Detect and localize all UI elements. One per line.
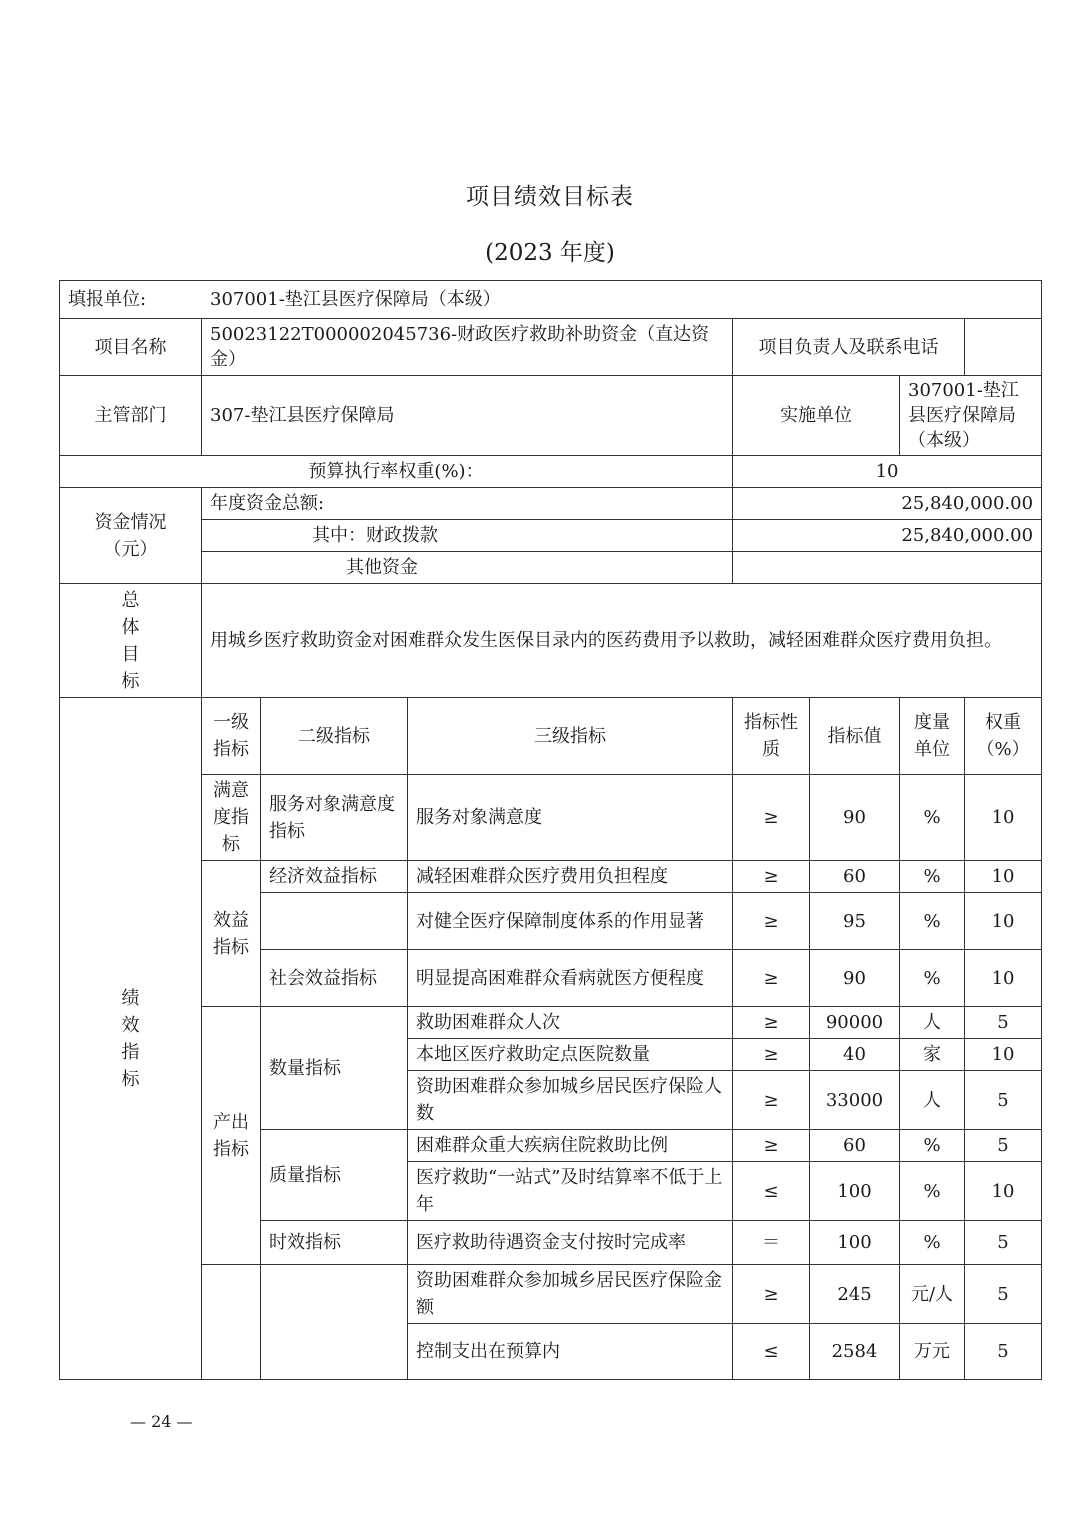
indicator-name: 明显提高困难群众看病就医方便程度	[408, 950, 733, 1007]
indicator-unit: %	[900, 950, 965, 1007]
goal-row	[60, 584, 1042, 698]
indicator-unit: 万元	[900, 1324, 965, 1380]
indicator-name: 医疗救助“一站式”及时结算率不低于上年	[408, 1162, 733, 1221]
contact-label: 项目负责人及联系电话	[733, 319, 965, 376]
sub-social: 社会效益指标	[261, 950, 408, 1007]
indicator-nature: ≥	[733, 1265, 810, 1324]
goal-char: 目	[121, 643, 140, 665]
indicator-name: 资助困难群众参加城乡居民医疗保险人数	[408, 1071, 733, 1130]
page-title: 项目绩效目标表	[466, 184, 634, 210]
funds-other-value	[733, 552, 1042, 584]
indicator-weight: 10	[965, 950, 1042, 1007]
indicator-nature: ≥	[733, 775, 810, 861]
indicator-value: 2584	[810, 1324, 900, 1380]
fill-unit-label: 填报单位:	[68, 289, 147, 310]
indicator-weight: 10	[965, 861, 1042, 893]
sub-quality: 质量指标	[261, 1130, 408, 1221]
funds-label-line1: 资金情况	[94, 511, 167, 533]
indicator-nature: ≥	[733, 1071, 810, 1130]
dept-label: 主管部门	[60, 376, 202, 456]
indicator-weight: 10	[965, 1039, 1042, 1071]
indicator-weight: 10	[965, 893, 1042, 950]
funds-total-label: 年度资金总额:	[202, 488, 733, 520]
project-name-label: 项目名称	[60, 319, 202, 376]
funds-label	[60, 488, 202, 584]
indicator-nature: ＝	[733, 1221, 810, 1265]
indicator-unit: 元/人	[900, 1265, 965, 1324]
budget-weight-label: 预算执行率权重(%)：	[60, 456, 733, 488]
indicator-unit: %	[900, 1221, 965, 1265]
goal-label	[60, 584, 202, 698]
indicator-unit: %	[900, 775, 965, 861]
indicator-nature: ≥	[733, 950, 810, 1007]
indicator-weight: 10	[965, 775, 1042, 861]
funds-other-row	[60, 552, 1042, 584]
project-name-value: 50023122T000002045736-财政医疗救助补助资金（直达资金）	[202, 319, 733, 376]
header-nature: 指标性质	[733, 698, 810, 775]
table-row	[60, 861, 1042, 893]
sub-timeliness: 时效指标	[261, 1221, 408, 1265]
project-name-row	[60, 319, 1042, 376]
table-row	[60, 775, 1042, 861]
indicator-value: 100	[810, 1162, 900, 1221]
table-row	[60, 1007, 1042, 1039]
indicator-name: 对健全医疗保障制度体系的作用显著	[408, 893, 733, 950]
indicator-weight: 5	[965, 1265, 1042, 1324]
perf-char: 效	[121, 1014, 140, 1036]
goal-char: 总	[121, 589, 140, 611]
indicator-weight: 5	[965, 1324, 1042, 1380]
indicator-name: 本地区医疗救助定点医院数量	[408, 1039, 733, 1071]
indicator-name: 控制支出在预算内	[408, 1324, 733, 1380]
indicator-name: 资助困难群众参加城乡居民医疗保险金额	[408, 1265, 733, 1324]
funds-total-value: 25,840,000.00	[733, 488, 1042, 520]
indicator-value: 100	[810, 1221, 900, 1265]
indicator-weight: 5	[965, 1007, 1042, 1039]
indicator-unit: 人	[900, 1007, 965, 1039]
funds-total-row	[60, 488, 1042, 520]
indicator-nature: ≥	[733, 1007, 810, 1039]
header-l3: 三级指标	[408, 698, 733, 775]
indicator-value: 90	[810, 950, 900, 1007]
goal-char: 体	[121, 616, 140, 638]
group-satisfaction: 满意度指标	[202, 775, 261, 861]
page-subtitle: (2023 年度)	[485, 240, 615, 266]
goal-text: 用城乡医疗救助资金对困难群众发生医保目录内的医药费用予以救助，减轻困难群众医疗费用负担。	[202, 584, 1042, 698]
funds-fiscal-label: 其中：财政拨款	[202, 520, 733, 552]
indicator-unit: %	[900, 1130, 965, 1162]
indicator-value: 90	[810, 775, 900, 861]
funds-fiscal-value: 25,840,000.00	[733, 520, 1042, 552]
indicator-name: 减轻困难群众医疗费用负担程度	[408, 861, 733, 893]
page-number: — 24 —	[130, 1412, 193, 1431]
header-l1: 一级指标	[202, 698, 261, 775]
perf-char: 绩	[121, 987, 140, 1009]
budget-weight-value: 10	[733, 456, 1042, 488]
indicator-name: 服务对象满意度	[408, 775, 733, 861]
indicator-unit: 人	[900, 1071, 965, 1130]
indicator-name: 救助困难群众人次	[408, 1007, 733, 1039]
sub-quantity: 数量指标	[261, 1007, 408, 1130]
perf-label	[60, 698, 202, 1380]
indicator-nature: ≥	[733, 1039, 810, 1071]
indicator-weight: 5	[965, 1221, 1042, 1265]
fill-unit-row	[60, 281, 1042, 319]
dept-row	[60, 376, 1042, 456]
indicator-nature: ≤	[733, 1162, 810, 1221]
indicator-value: 60	[810, 861, 900, 893]
fill-unit-value: 307001-垫江县医疗保障局（本级）	[210, 289, 501, 310]
group-output: 产出指标	[202, 1007, 261, 1265]
indicator-weight: 5	[965, 1130, 1042, 1162]
performance-table	[59, 280, 1042, 1380]
indicator-nature: ≥	[733, 1130, 810, 1162]
header-weight: 权重（%）	[965, 698, 1042, 775]
dept-value: 307-垫江县医疗保障局	[202, 376, 733, 456]
indicator-value: 90000	[810, 1007, 900, 1039]
goal-char: 标	[121, 670, 140, 692]
impl-value: 307001-垫江县医疗保障局（本级）	[900, 376, 1042, 456]
funds-fiscal-row	[60, 520, 1042, 552]
indicator-value: 40	[810, 1039, 900, 1071]
indicator-nature: ≤	[733, 1324, 810, 1380]
sub-empty	[261, 1265, 408, 1380]
indicator-nature: ≥	[733, 893, 810, 950]
indicator-unit: %	[900, 893, 965, 950]
table-row	[60, 1265, 1042, 1324]
group-benefit: 效益指标	[202, 861, 261, 1007]
indicator-weight: 10	[965, 1162, 1042, 1221]
indicator-value: 33000	[810, 1071, 900, 1130]
indicator-value: 60	[810, 1130, 900, 1162]
header-value: 指标值	[810, 698, 900, 775]
indicator-name: 困难群众重大疾病住院救助比例	[408, 1130, 733, 1162]
perf-char: 标	[121, 1068, 140, 1090]
sub-empty	[261, 893, 408, 950]
sub-service-sat: 服务对象满意度指标	[261, 775, 408, 861]
indicator-unit: %	[900, 861, 965, 893]
funds-label-line2: （元）	[103, 538, 158, 560]
header-l2: 二级指标	[261, 698, 408, 775]
indicator-unit: %	[900, 1162, 965, 1221]
perf-header-row	[60, 698, 1042, 775]
header-unit: 度量单位	[900, 698, 965, 775]
indicator-unit: 家	[900, 1039, 965, 1071]
contact-value	[965, 319, 1042, 376]
funds-other-label: 其他资金	[202, 552, 733, 584]
group-empty	[202, 1265, 261, 1380]
budget-weight-row	[60, 456, 1042, 488]
impl-label: 实施单位	[733, 376, 900, 456]
fill-unit-cell	[60, 281, 1042, 319]
sub-economic: 经济效益指标	[261, 861, 408, 893]
indicator-name: 医疗救助待遇资金支付按时完成率	[408, 1221, 733, 1265]
perf-char: 指	[121, 1041, 140, 1063]
indicator-value: 245	[810, 1265, 900, 1324]
indicator-nature: ≥	[733, 861, 810, 893]
indicator-value: 95	[810, 893, 900, 950]
indicator-weight: 5	[965, 1071, 1042, 1130]
